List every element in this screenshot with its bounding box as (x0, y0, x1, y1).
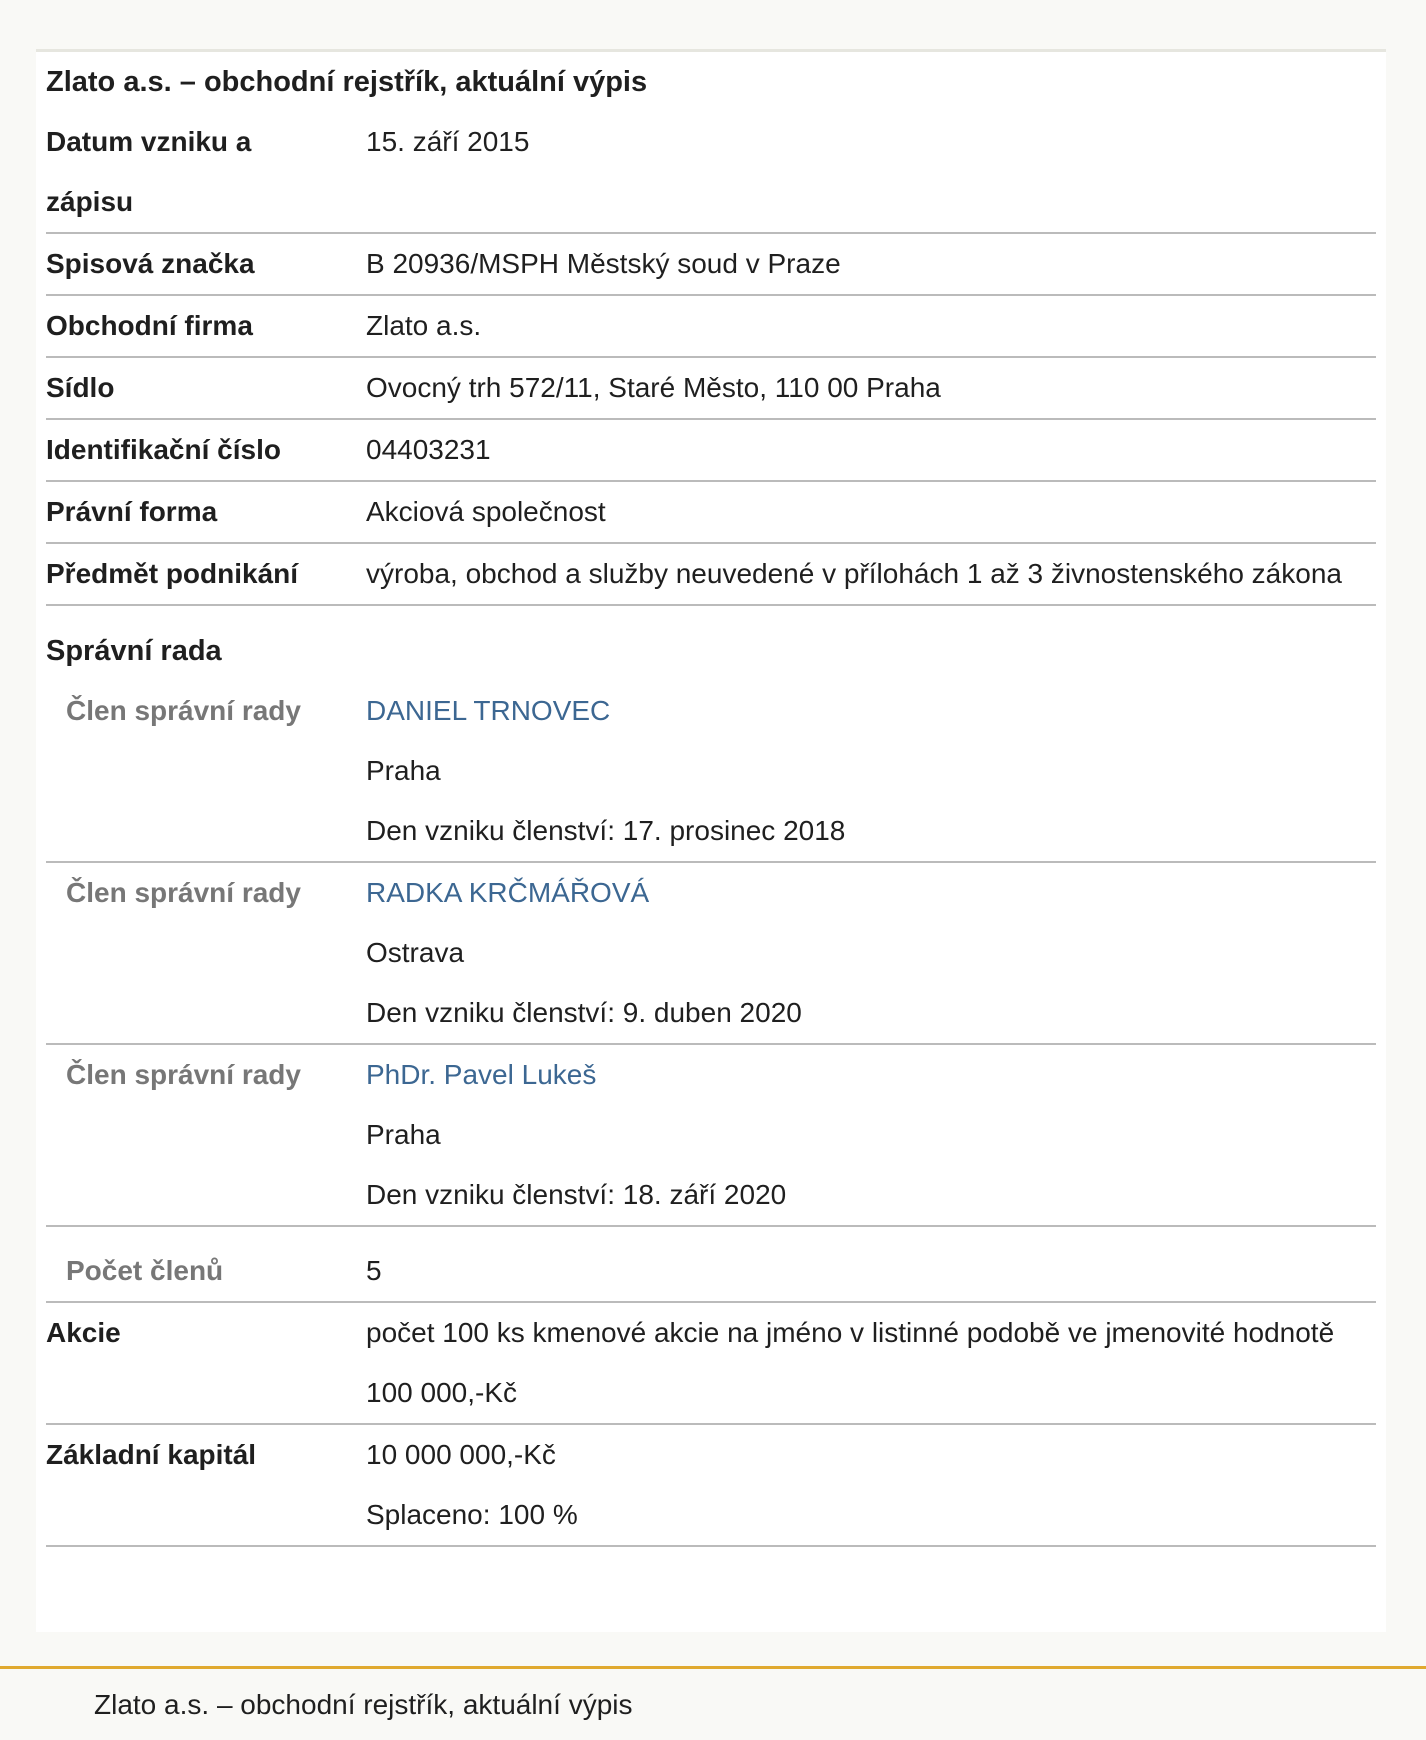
member-since: Den vzniku členství: 18. září 2020 (366, 1179, 787, 1210)
member-since: Den vzniku členství: 17. prosinec 2018 (366, 815, 846, 846)
row-value: Ovocný trh 572/11, Staré Město, 110 00 Praha (366, 372, 941, 403)
row-label: Spisová značka (46, 248, 255, 279)
member-role: Člen správní rady (66, 1059, 301, 1090)
member-details (366, 1045, 1376, 1225)
row-label: Právní forma (46, 496, 218, 527)
member-details (366, 681, 1376, 861)
row-label: Akcie (46, 1317, 121, 1348)
row-label: Základní kapitál (46, 1439, 257, 1470)
row-value: 15. září 2015 (366, 126, 530, 157)
capital-amount: 10 000 000,-Kč (366, 1439, 556, 1470)
row-value: počet 100 ks kmenové akcie na jméno v listinné podobě ve jmenovité hodnotě 100 000,-Kč (366, 1317, 1335, 1408)
board-member (46, 1045, 1376, 1227)
footer-bar (0, 1666, 1426, 1740)
member-name-link[interactable]: PhDr. Pavel Lukeš (366, 1059, 597, 1090)
board-member (46, 863, 1376, 1045)
board-member (46, 681, 1376, 863)
row-founding-date (46, 112, 1376, 234)
row-label: Předmět podnikání (46, 558, 299, 589)
row-label: Identifikační číslo (46, 434, 281, 465)
register-extract-card (36, 49, 1386, 1632)
row-label: Obchodní firma (46, 310, 253, 341)
row-member-count (46, 1227, 1376, 1303)
member-city: Ostrava (366, 937, 465, 968)
member-role: Člen správní rady (66, 877, 301, 908)
page-title: Zlato a.s. – obchodní rejstřík, aktuální výpis (46, 66, 648, 98)
row-address (46, 358, 1376, 420)
footer-title: Zlato a.s. – obchodní rejstřík, aktuální výpis (94, 1689, 633, 1720)
row-value: výroba, obchod a služby neuvedené v přílohách 1 až 3 živnostenského zákona (366, 558, 1342, 589)
member-name-link[interactable]: DANIEL TRNOVEC (366, 695, 611, 726)
row-value: B 20936/MSPH Městský soud v Praze (366, 248, 841, 279)
member-since: Den vzniku členství: 9. duben 2020 (366, 997, 802, 1028)
register-extract-content (46, 52, 1376, 1547)
row-capital (46, 1425, 1376, 1547)
row-business-subject (46, 544, 1376, 606)
row-value: 04403231 (366, 434, 491, 465)
row-value: Zlato a.s. (366, 310, 482, 341)
member-city: Praha (366, 1119, 441, 1150)
row-value (366, 1425, 1376, 1545)
member-role: Člen správní rady (66, 695, 301, 726)
row-shares (46, 1303, 1376, 1425)
board-heading: Správní rada (46, 635, 222, 667)
row-value: Akciová společnost (366, 496, 606, 527)
row-label: Počet členů (66, 1255, 224, 1286)
row-legal-form (46, 482, 1376, 544)
member-details (366, 863, 1376, 1043)
member-city: Praha (366, 755, 441, 786)
row-value: 5 (366, 1255, 382, 1286)
row-label: Sídlo (46, 372, 115, 403)
row-company-name (46, 296, 1376, 358)
member-name-link[interactable]: RADKA KRČMÁŘOVÁ (366, 877, 650, 908)
capital-paid: Splaceno: 100 % (366, 1499, 578, 1530)
row-label: Datum vzniku a zápisu (46, 126, 252, 217)
row-ico (46, 420, 1376, 482)
row-file-number (46, 234, 1376, 296)
